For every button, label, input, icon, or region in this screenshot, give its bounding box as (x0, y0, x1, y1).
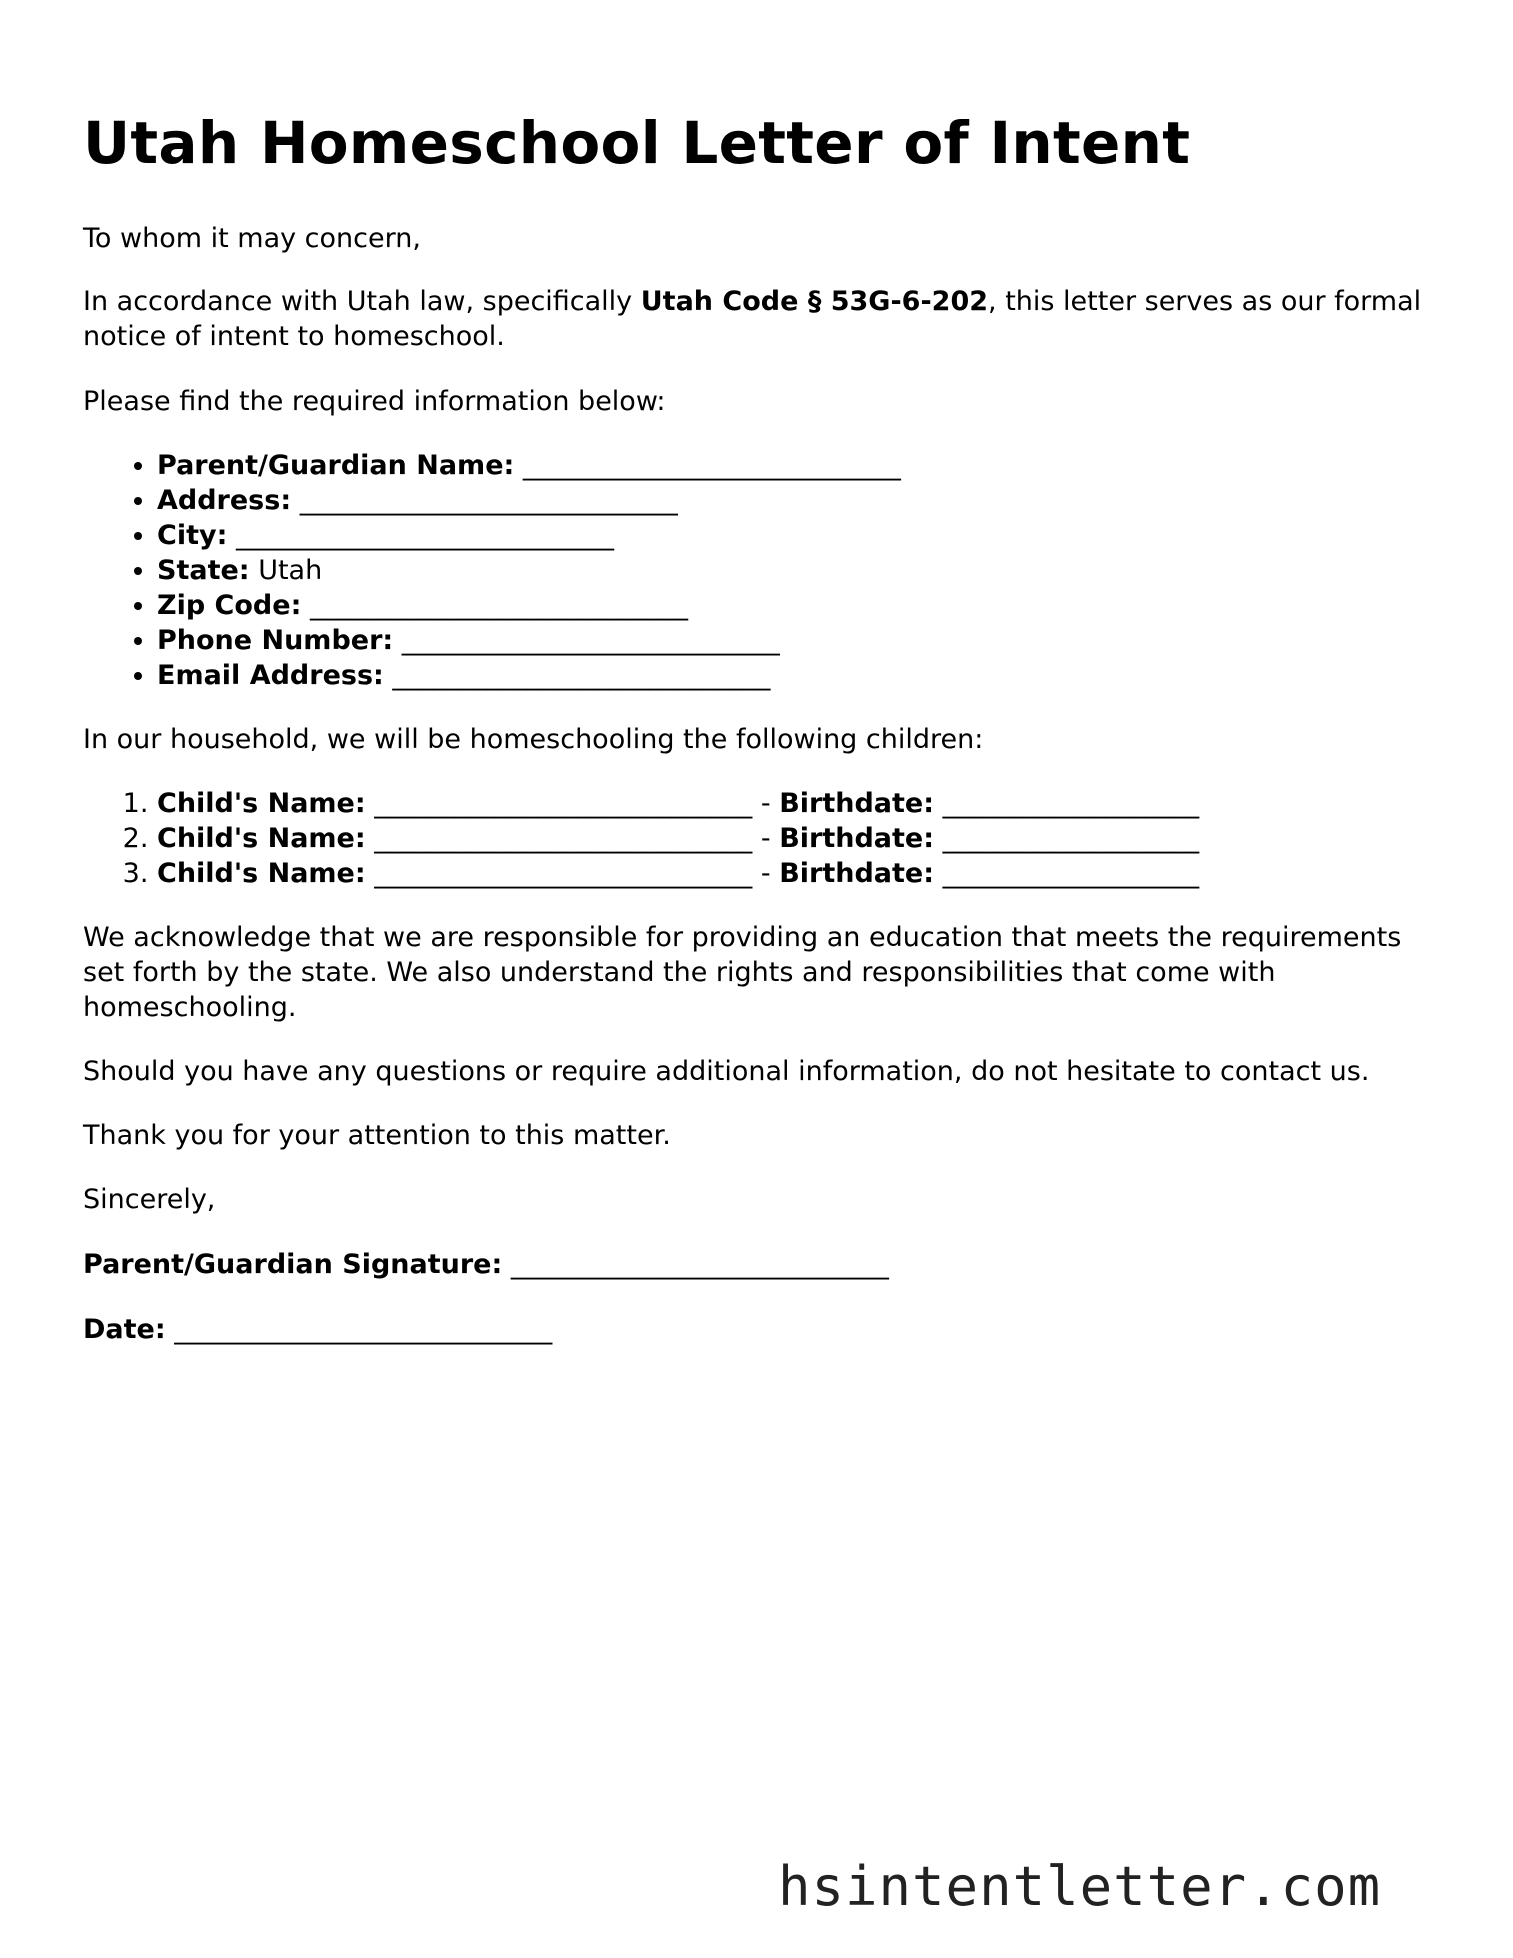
closing: Sincerely, (83, 1184, 216, 1215)
state-item (157, 553, 1443, 588)
greeting: To whom it may concern, (83, 223, 421, 254)
children-list (83, 786, 1443, 891)
children-intro: In our household, we will be homeschooling the following children: (83, 724, 984, 755)
child-name-label: Child's Name: (157, 788, 366, 819)
email-label: Email Address: (157, 660, 384, 691)
birthdate-label: Birthdate: (779, 858, 935, 889)
state-value: Utah (258, 555, 323, 586)
child-name-blank: ____________________________ (374, 858, 753, 889)
state-label: State: (157, 555, 250, 586)
city-label: City: (157, 520, 228, 551)
child-item (157, 786, 1443, 821)
address-item (157, 483, 1443, 518)
intro-text-before: In accordance with Utah law, specifically (83, 286, 641, 317)
parent-name-item (157, 448, 1443, 483)
signature-line (83, 1247, 1443, 1282)
date-blank: ____________________________ (174, 1314, 553, 1345)
site-watermark: hsintentletter.com (778, 1855, 1382, 1918)
required-info-intro: Please find the required information below: (83, 386, 666, 417)
child-item (157, 821, 1443, 856)
phone-label: Phone Number: (157, 625, 394, 656)
questions-paragraph: Should you have any questions or require additional information, do not hesitate to contact us. (83, 1056, 1370, 1087)
parent-name-blank: ____________________________ (522, 450, 901, 481)
zip-item (157, 588, 1443, 623)
thanks-paragraph: Thank you for your attention to this matter. (83, 1120, 671, 1151)
page-title: Utah Homeschool Letter of Intent (83, 109, 1191, 177)
required-info-list (83, 448, 1443, 693)
date-label: Date: (83, 1314, 166, 1345)
signature-blank: ____________________________ (510, 1249, 889, 1280)
city-item (157, 518, 1443, 553)
zip-label: Zip Code: (157, 590, 302, 621)
separator: - (752, 858, 780, 889)
child-name-label: Child's Name: (157, 823, 366, 854)
phone-item (157, 623, 1443, 658)
city-blank: ____________________________ (235, 520, 614, 551)
signature-label: Parent/Guardian Signature: (83, 1249, 503, 1280)
acknowledgement-paragraph: We acknowledge that we are responsible for providing an education that meets the requirements set forth by the state. We also understand the rights and responsibilities that come with homeschooling. (83, 922, 1402, 1023)
phone-blank: ____________________________ (401, 625, 780, 656)
birthdate-blank: ___________________ (942, 788, 1200, 819)
utah-code-reference: Utah Code § 53G-6-202 (640, 286, 989, 317)
email-item (157, 658, 1443, 693)
child-name-blank: ____________________________ (374, 823, 753, 854)
separator: - (752, 788, 780, 819)
separator: - (752, 823, 780, 854)
child-item (157, 856, 1443, 891)
birthdate-blank: ___________________ (942, 858, 1200, 889)
email-blank: ____________________________ (392, 660, 771, 691)
birthdate-label: Birthdate: (779, 823, 935, 854)
address-label: Address: (157, 485, 292, 516)
parent-name-label: Parent/Guardian Name: (157, 450, 515, 481)
zip-blank: ____________________________ (309, 590, 688, 621)
address-blank: ____________________________ (299, 485, 678, 516)
date-line (83, 1312, 1443, 1347)
child-name-blank: ____________________________ (374, 788, 753, 819)
intro-text-after: , this letter serves as our formal notice of intent to homeschool. (83, 286, 1422, 352)
intro-paragraph (83, 284, 1443, 354)
child-name-label: Child's Name: (157, 858, 366, 889)
birthdate-blank: ___________________ (942, 823, 1200, 854)
letter-page (83, 105, 1443, 1347)
birthdate-label: Birthdate: (779, 788, 935, 819)
